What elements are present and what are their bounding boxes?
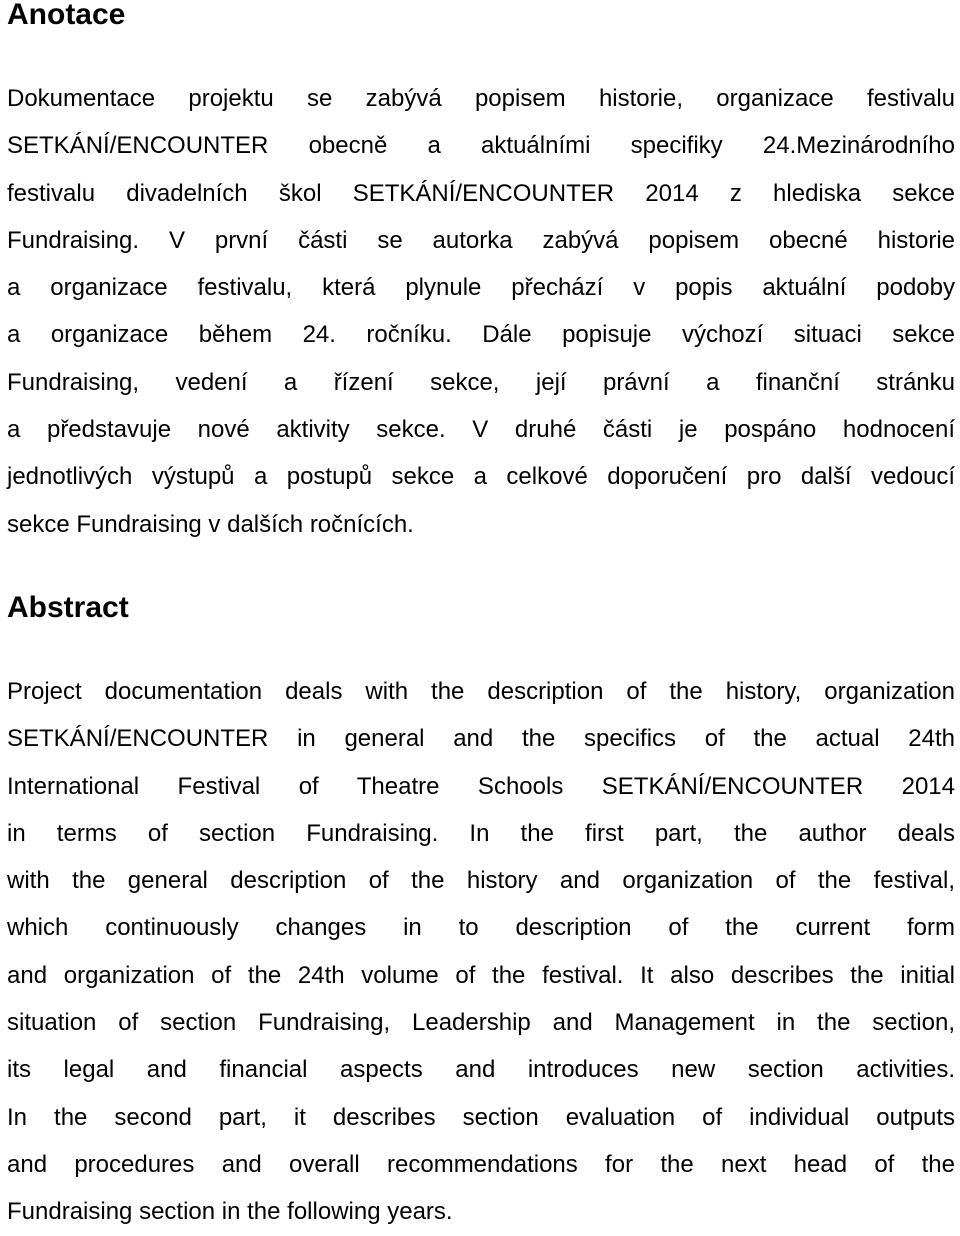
anotace-paragraph bbox=[7, 75, 955, 548]
paragraph-line: a představuje nové aktivity sekce. V druhé části je pospáno hodnocení bbox=[7, 416, 955, 444]
paragraph-line: festivalu divadelních škol SETKÁNÍ/ENCOUNTER 2014 z hlediska sekce bbox=[7, 179, 955, 207]
paragraph-line: and procedures and overall recommendations for the next head of the bbox=[7, 1150, 955, 1178]
paragraph-line: in terms of section Fundraising. In the first part, the author deals bbox=[7, 819, 955, 847]
paragraph-line: International Festival of Theatre Schools SETKÁNÍ/ENCOUNTER 2014 bbox=[7, 772, 955, 800]
paragraph-line: In the second part, it describes section evaluation of individual outputs bbox=[7, 1103, 955, 1131]
paragraph-line: Fundraising, vedení a řízení sekce, její právní a finanční stránku bbox=[7, 368, 955, 396]
abstract-paragraph bbox=[7, 668, 955, 1236]
paragraph-line: Project documentation deals with the description of the history, organization bbox=[7, 678, 955, 705]
paragraph-line: with the general description of the history and organization of the festival, bbox=[7, 867, 955, 895]
paragraph-line: sekce Fundraising v dalších ročnících. bbox=[7, 510, 414, 538]
paragraph-line: Fundraising. V první části se autorka zabývá popisem obecné historie bbox=[7, 226, 955, 254]
paragraph-line: Fundraising section in the following years. bbox=[7, 1198, 453, 1226]
paragraph-line: and organization of the 24th volume of the festival. It also describes the initial bbox=[7, 961, 955, 989]
paragraph-line: SETKÁNÍ/ENCOUNTER in general and the specifics of the actual 24th bbox=[7, 725, 955, 753]
paragraph-line: a organizace během 24. ročníku. Dále popisuje výchozí situaci sekce bbox=[7, 321, 955, 349]
paragraph-line: its legal and financial aspects and introduces new section activities. bbox=[7, 1056, 955, 1084]
paragraph-line: jednotlivých výstupů a postupů sekce a celkové doporučení pro další vedoucí bbox=[7, 463, 955, 491]
paragraph-line: which continuously changes in to description of the current form bbox=[7, 914, 955, 942]
paragraph-line: a organizace festivalu, která plynule přechází v popis aktuální podoby bbox=[7, 274, 955, 302]
paragraph-line: SETKÁNÍ/ENCOUNTER obecně a aktuálními specifiky 24.Mezinárodního bbox=[7, 132, 955, 160]
paragraph-line: situation of section Fundraising, Leadership and Management in the section, bbox=[7, 1009, 955, 1037]
abstract-heading: Abstract bbox=[7, 591, 129, 624]
paragraph-line: Dokumentace projektu se zabývá popisem historie, organizace festivalu bbox=[7, 85, 955, 112]
anotace-heading: Anotace bbox=[7, 0, 126, 31]
